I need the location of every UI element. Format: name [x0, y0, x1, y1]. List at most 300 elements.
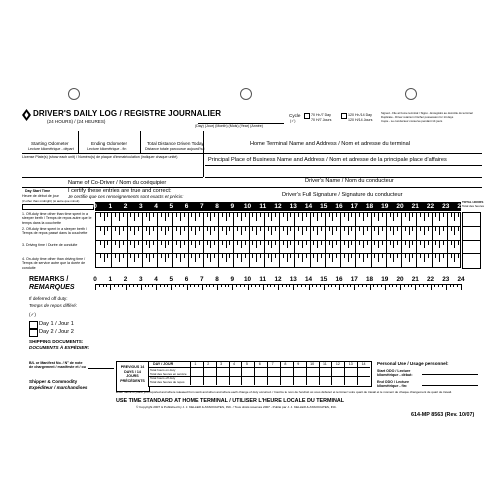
grid-tick	[451, 227, 452, 231]
grid-tick	[226, 213, 227, 221]
grid-tick	[409, 213, 410, 221]
grid-tick	[237, 254, 238, 258]
grid-tick	[119, 241, 120, 248]
date-fields: (Day) (Jour) (Month) (Mois) (Year) (Année)	[195, 124, 263, 128]
grid-tick	[123, 241, 124, 245]
grid-tick	[306, 241, 307, 245]
grid-tick	[222, 254, 223, 258]
remarks-hour-label-1: 1	[108, 276, 113, 283]
grid-tick	[176, 241, 177, 245]
remarks-tick	[183, 284, 184, 287]
remarks-tick	[129, 284, 130, 287]
remarks-hour-label-24: 24	[457, 276, 465, 283]
grid-tick	[371, 227, 372, 241]
grid-tick	[191, 254, 192, 258]
grid-tick	[405, 213, 406, 217]
grid-tick	[348, 241, 349, 248]
remarks-hour-label-8: 8	[215, 276, 219, 283]
deferred-day1-checkbox[interactable]	[29, 321, 38, 329]
grid-tick	[405, 227, 406, 231]
grid-tick	[355, 254, 356, 268]
remarks-tick	[373, 284, 374, 287]
recap-day-11: 11	[323, 361, 327, 366]
grid-tick	[302, 241, 303, 248]
grid-tick	[168, 254, 169, 258]
deferred-day2-checkbox[interactable]	[29, 329, 38, 337]
grid-tick	[351, 241, 352, 245]
grid-tick	[302, 213, 303, 221]
grid-tick	[359, 213, 360, 217]
grid-tick	[172, 227, 173, 241]
grid-tick	[302, 254, 303, 262]
remarks-hour-label-9: 9	[230, 276, 235, 283]
grid-tick	[249, 254, 250, 268]
total-distance-label: Total Distance Driven Today	[147, 141, 204, 146]
grid-tick	[298, 241, 299, 245]
grid-tick	[401, 213, 402, 227]
grid-tick	[294, 254, 295, 268]
grid-tick	[321, 213, 322, 217]
grid-tick	[104, 241, 105, 248]
recap-row-line	[148, 376, 370, 377]
remarks-tick	[396, 284, 397, 287]
grid-tick	[329, 241, 330, 245]
grid-tick	[359, 227, 360, 231]
grid-tick	[271, 254, 272, 262]
shipper-label: Shipper & Commodity	[29, 379, 78, 384]
grid-tick	[241, 254, 242, 262]
grid-tick	[222, 213, 223, 217]
grid-row[interactable]	[95, 240, 461, 254]
hour-label-12: 12	[274, 203, 282, 210]
grid-tick	[172, 254, 173, 268]
grid-tick	[393, 227, 394, 235]
remarks-tick	[202, 284, 203, 290]
remarks-tick	[95, 284, 96, 290]
remarks-tick	[347, 284, 348, 287]
hour-label-18: 18	[365, 203, 374, 210]
remarks-tick	[141, 284, 142, 290]
grid-tick	[180, 213, 181, 221]
grid-tick	[168, 213, 169, 217]
grid-tick	[390, 241, 391, 245]
remarks-tick	[190, 284, 191, 287]
grid-tick	[207, 227, 208, 231]
grid-tick	[340, 227, 341, 241]
grid-tick	[245, 213, 246, 217]
recap-day-label: DAY / JOUR	[153, 362, 174, 366]
remarks-tick	[362, 284, 363, 287]
grid-tick	[313, 254, 314, 258]
remarks-tick	[381, 284, 382, 287]
remarks-tick	[240, 284, 241, 287]
form-number: 614-MP 8563 (Rev. 10/07)	[411, 412, 475, 418]
keller-logo-icon	[22, 109, 31, 121]
remarks-tick	[446, 284, 447, 290]
grid-tick	[439, 227, 440, 235]
remarks-label: REMARKS /	[29, 276, 69, 283]
remarks-tick	[110, 284, 111, 290]
grid-tick	[336, 213, 337, 217]
remarks-tick	[270, 284, 271, 287]
grid-tick	[306, 227, 307, 231]
grid-tick	[252, 254, 253, 258]
grid-tick	[416, 213, 417, 227]
grid-tick	[340, 254, 341, 268]
grid-tick	[226, 227, 227, 235]
grid-tick	[409, 241, 410, 248]
recap-col-line	[229, 361, 230, 385]
hour-label-24: 24	[457, 203, 465, 210]
grid-tick	[275, 241, 276, 245]
remarks-tick	[263, 284, 264, 290]
remarks-tick	[228, 284, 229, 287]
hour-label-5: 5	[169, 203, 174, 210]
grid-tick	[313, 241, 314, 245]
grid-tick	[260, 241, 261, 245]
grid-tick	[130, 213, 131, 217]
grid-tick	[420, 227, 421, 231]
grid-tick	[165, 241, 166, 248]
remarks-hour-label-4: 4	[154, 276, 158, 283]
grid-tick	[256, 241, 257, 248]
grid-tick	[283, 254, 284, 258]
grid-tick	[317, 227, 318, 235]
remarks-tick	[438, 284, 439, 287]
cycle-70-checkbox[interactable]	[304, 113, 310, 119]
grid-tick	[374, 254, 375, 258]
grid-tick	[371, 213, 372, 227]
grid-tick	[435, 213, 436, 217]
grid-tick	[348, 213, 349, 221]
remarks-hour-label-2: 2	[123, 276, 128, 283]
recap-col-line	[344, 361, 345, 385]
remarks-hour-label-15: 15	[320, 276, 328, 283]
grid-tick	[329, 213, 330, 217]
grid-tick	[279, 254, 280, 268]
grid-tick	[184, 254, 185, 258]
grid-tick	[351, 254, 352, 258]
grid-tick	[264, 254, 265, 268]
grid-tick	[127, 227, 128, 241]
grid-tick	[207, 254, 208, 258]
recap-day-12: 12	[335, 361, 340, 366]
driver-name-label: Driver's Name / Nom du conducteur	[305, 178, 394, 184]
grid-tick	[271, 241, 272, 248]
grid-tick	[184, 213, 185, 217]
grid-tick	[115, 241, 116, 245]
recap-col-line	[241, 361, 242, 385]
recap-day-13: 13	[348, 361, 353, 366]
grid-tick	[191, 213, 192, 217]
remarks-hour-label-14: 14	[304, 276, 313, 283]
grid-tick	[348, 227, 349, 235]
grid-tick	[443, 254, 444, 258]
grid-tick	[321, 241, 322, 245]
grid-tick	[454, 241, 455, 248]
grid-tick	[123, 254, 124, 258]
grid-tick	[146, 213, 147, 217]
grid-tick	[210, 227, 211, 235]
grid-tick	[176, 254, 177, 258]
grid-tick	[149, 241, 150, 248]
grid-tick	[344, 227, 345, 231]
remarks-tick	[415, 284, 416, 290]
row-on-duty-label: 4. On-duty time other than driving time / Temps de service autre que la durée de conduite	[22, 257, 86, 270]
grid-tick	[195, 227, 196, 235]
grid-tick	[420, 241, 421, 245]
remarks-tick	[370, 284, 371, 290]
remarks-tick	[431, 284, 432, 290]
remarks-tick	[297, 284, 298, 287]
grid-tick	[420, 254, 421, 258]
grid-tick	[184, 241, 185, 245]
recap-col-line	[216, 361, 217, 385]
grid-tick	[256, 254, 257, 262]
grid-tick	[153, 254, 154, 258]
recap-col-line	[203, 361, 204, 385]
grid-tick	[290, 254, 291, 258]
grid-tick	[142, 227, 143, 241]
grid-tick	[351, 227, 352, 231]
grid-tick	[130, 254, 131, 258]
recap-col-line	[319, 361, 320, 385]
grid-tick	[138, 254, 139, 258]
recap-row-line	[148, 367, 370, 368]
grid-tick	[260, 254, 261, 258]
grid-tick	[226, 254, 227, 262]
grid-tick	[229, 254, 230, 258]
grid-tick	[359, 254, 360, 258]
grid-row[interactable]	[95, 212, 461, 227]
personal-use-label: Personal Use / Usage personnel:	[377, 361, 449, 366]
grid-tick	[241, 241, 242, 248]
cycle-120-checkbox[interactable]	[341, 113, 347, 119]
remarks-tick	[114, 284, 115, 287]
grid-tick	[416, 227, 417, 241]
grid-tick	[443, 213, 444, 217]
grid-tick	[275, 254, 276, 258]
grid-tick	[157, 254, 158, 268]
grid-tick	[393, 213, 394, 221]
grid-tick	[443, 241, 444, 245]
remarks-tick	[358, 284, 359, 287]
grid-tick	[439, 241, 440, 248]
grid-tick	[283, 241, 284, 245]
grid-tick	[127, 213, 128, 227]
grid-tick	[203, 254, 204, 268]
grid-tick	[310, 213, 311, 227]
remarks-tick	[187, 284, 188, 290]
recap-day-3: 3	[220, 361, 223, 366]
grid-tick	[390, 213, 391, 217]
grid-tick	[271, 227, 272, 235]
grid-tick	[397, 227, 398, 231]
grid-tick	[325, 254, 326, 268]
grid-tick	[428, 213, 429, 217]
grid-tick	[378, 227, 379, 235]
hour-label-4: 4	[154, 203, 158, 210]
grid-tick	[149, 213, 150, 221]
grid-tick	[279, 213, 280, 227]
grid-tick	[210, 213, 211, 221]
grid-tick	[454, 213, 455, 221]
grid-tick	[264, 213, 265, 227]
remarks-tick	[392, 284, 393, 287]
grid-tick	[100, 254, 101, 258]
grid-tick	[146, 254, 147, 258]
grid-tick	[382, 213, 383, 217]
remarks-tick	[198, 284, 199, 287]
log-title: DRIVER'S DAILY LOG / REGISTRE JOURNALIER	[33, 109, 222, 118]
grid-tick	[165, 227, 166, 235]
remarks-hour-label-5: 5	[169, 276, 174, 283]
remarks-tick	[289, 284, 290, 287]
grid-tick	[107, 227, 108, 231]
grid-tick	[275, 213, 276, 217]
grid-tick	[378, 213, 379, 221]
grid-tick	[332, 227, 333, 235]
remarks-tick	[259, 284, 260, 287]
remarks-tick	[366, 284, 367, 287]
grid-tick	[382, 227, 383, 231]
grid-tick	[428, 254, 429, 258]
grid-tick	[123, 213, 124, 217]
grid-tick	[214, 254, 215, 258]
grid-tick	[298, 227, 299, 231]
grid-tick	[390, 227, 391, 231]
hour-label-6: 6	[184, 203, 189, 210]
grid-tick	[222, 227, 223, 231]
recap-day-2: 2	[207, 361, 210, 366]
remarks-tick	[335, 284, 336, 287]
remarks-tick	[411, 284, 412, 287]
grid-row[interactable]	[95, 226, 461, 241]
grid-tick	[249, 227, 250, 241]
remarks-tick	[145, 284, 146, 287]
principal-place-label: Principal Place of Business Name and Address / Nom et adresse de la principale place d'affaires	[208, 157, 447, 163]
grid-tick	[412, 213, 413, 217]
day-start-time-input[interactable]	[22, 204, 94, 210]
grid-tick	[420, 213, 421, 217]
grid-tick	[271, 213, 272, 221]
grid-tick	[359, 241, 360, 245]
grid-tick	[386, 254, 387, 268]
grid-tick	[104, 227, 105, 235]
grid-tick	[424, 254, 425, 262]
hour-label-10: 10	[243, 203, 252, 210]
remarks-tick	[160, 284, 161, 287]
remarks-tick	[103, 284, 104, 287]
grid-tick	[233, 213, 234, 227]
recap-col-line	[331, 361, 332, 385]
grid-tick	[146, 227, 147, 231]
grid-tick	[199, 241, 200, 245]
grid-tick	[111, 213, 112, 227]
grid-tick	[382, 254, 383, 258]
hour-label-0: 0	[93, 203, 97, 210]
grid-tick	[313, 213, 314, 217]
grid-tick	[157, 227, 158, 241]
grid-tick	[397, 213, 398, 217]
grid-tick	[195, 213, 196, 221]
grid-tick	[188, 213, 189, 227]
grid-tick	[424, 241, 425, 248]
hour-label-21: 21	[411, 203, 419, 210]
binder-hole	[240, 88, 252, 100]
grid-tick	[287, 227, 288, 235]
grid-tick	[188, 254, 189, 268]
grid-tick	[153, 241, 154, 245]
remarks-hour-label-12: 12	[274, 276, 282, 283]
grid-tick	[378, 241, 379, 248]
use-time-standard: USE TIME STANDARD AT HOME TERMINAL / UTILISER L'HEURE LOCALE DU TERMINAL	[116, 398, 345, 404]
remarks-tick	[301, 284, 302, 287]
recap-col-line	[357, 361, 358, 385]
remarks-hour-label-21: 21	[411, 276, 419, 283]
grid-tick	[287, 241, 288, 248]
grid-row[interactable]	[95, 253, 461, 268]
grid-tick	[428, 227, 429, 231]
grid-tick	[268, 254, 269, 258]
grid-tick	[153, 213, 154, 217]
grid-tick	[161, 241, 162, 245]
grid-tick	[454, 254, 455, 262]
binder-hole	[68, 88, 80, 100]
grid-tick	[127, 254, 128, 268]
grid-tick	[165, 213, 166, 221]
grid-tick	[386, 213, 387, 227]
grid-tick	[180, 254, 181, 262]
grid-tick	[290, 227, 291, 231]
recap-col-line	[267, 361, 268, 385]
remarks-tick	[148, 284, 149, 287]
grid-tick	[165, 254, 166, 262]
grid-tick	[321, 254, 322, 258]
remarks-tick	[194, 284, 195, 287]
remarks-hour-label-17: 17	[350, 276, 358, 283]
remarks-tick	[286, 284, 287, 287]
hour-label-9: 9	[230, 203, 235, 210]
grid-tick	[161, 254, 162, 258]
grid-tick	[138, 213, 139, 217]
grid-tick	[294, 213, 295, 227]
row-driving-label: 3. Driving time / Durée de conduite	[22, 243, 78, 247]
grid-tick	[424, 227, 425, 235]
grid-tick	[245, 254, 246, 258]
grid-tick	[374, 213, 375, 217]
grid-tick	[107, 241, 108, 245]
remarks-hour-label-3: 3	[138, 276, 143, 283]
bill-of-lading-label: B/L or Manifest No. / N° de note de chargement / manifeste et / ou	[29, 361, 86, 370]
remarks-tick	[343, 284, 344, 287]
remarks-tick	[255, 284, 256, 287]
hour-label-1: 1	[108, 203, 113, 210]
remarks-tick	[293, 284, 294, 290]
grid-tick	[424, 213, 425, 221]
remarks-tick	[122, 284, 123, 287]
remarks-tick	[217, 284, 218, 290]
starting-odometer-label: Starting Odometer	[31, 141, 69, 146]
hour-label-2: 2	[123, 203, 128, 210]
remarks-tick	[309, 284, 310, 290]
grid-tick	[401, 227, 402, 241]
grid-tick	[111, 227, 112, 241]
grid-tick	[386, 227, 387, 241]
grid-tick	[435, 227, 436, 231]
grid-tick	[290, 213, 291, 217]
grid-tick	[279, 227, 280, 241]
